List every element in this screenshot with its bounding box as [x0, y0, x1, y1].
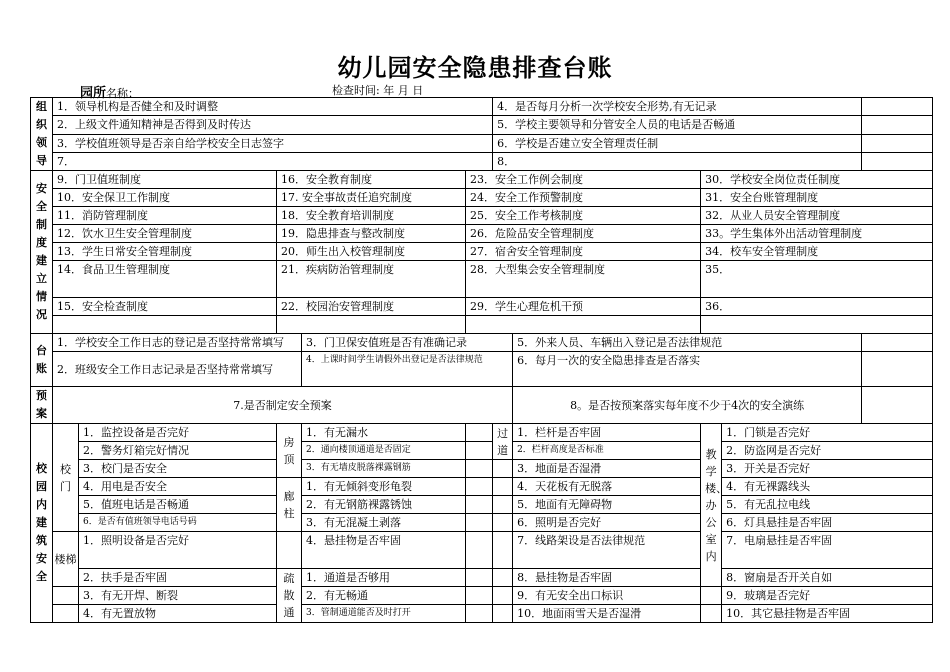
gate-item: 4．用电是否安全 [79, 478, 277, 496]
campus-row [31, 514, 933, 532]
ledger-item: 3．门卫保安值班是否有准确记录 [302, 334, 513, 352]
stairs-label: 楼梯 [53, 532, 79, 587]
systems-item: 20．师生出入校管理制度 [277, 243, 466, 261]
blank-cell [493, 569, 513, 587]
passage-item: 4．天花板有无脱落 [513, 478, 701, 496]
passage-item: 5．地面有无障碍物 [513, 496, 701, 514]
corridor-item: 1．有无倾斜变形龟裂 [302, 478, 466, 496]
gate-item: 6．是否有值班领导电话号码 [79, 514, 277, 532]
ledger-item: 4．上课时间学生请假外出登记是否法律规范 [302, 352, 513, 387]
blank-cell [493, 587, 513, 605]
campus-row [31, 478, 933, 496]
blank-cell [277, 316, 466, 334]
ledger-row [31, 334, 933, 352]
blank-cell [862, 116, 933, 134]
systems-item: 29．学生心理危机干预 [466, 298, 701, 316]
ledger-item: 6．每月一次的安全隐患排查是否落实 [513, 352, 862, 387]
systems-item: 22．校园治安管理制度 [277, 298, 466, 316]
passage-item: 7．线路架设是否法律规范 [513, 532, 701, 569]
corridor-label: 廊柱 [277, 478, 302, 532]
evac-item: 1．通道是否够用 [302, 569, 466, 587]
blank-cell [493, 496, 513, 514]
blank-cell [53, 605, 79, 623]
systems-item: 31．安全台账管理制度 [701, 189, 933, 207]
systems-item: 17. 安全事故责任追究制度 [277, 189, 466, 207]
stairs-item: 1．照明设备是否完好 [79, 532, 277, 569]
leadership-row [31, 98, 933, 116]
blank-cell [466, 424, 493, 442]
blank-cell [466, 587, 493, 605]
systems-item: 24．安全工作预警制度 [466, 189, 701, 207]
corridor-item: 2．有无钢筋裸露锈蚀 [302, 496, 466, 514]
systems-item: 32．从业人员安全管理制度 [701, 207, 933, 225]
leadership-item: 1．领导机构是否健全和及时调整 [53, 98, 493, 116]
systems-row [31, 189, 933, 207]
systems-item: 14．食品卫生管理制度 [53, 261, 277, 298]
gate-item: 3．校门是否安全 [79, 460, 277, 478]
campus-row [31, 605, 933, 623]
blank-cell [493, 514, 513, 532]
blank-cell [493, 478, 513, 496]
corridor-item: 3．有无混凝土剥落 [302, 514, 466, 532]
ledger-label: 台账 [31, 334, 53, 387]
blank-cell [493, 460, 513, 478]
inspection-ledger-table [30, 97, 933, 623]
systems-item: 10．安全保卫工作制度 [53, 189, 277, 207]
systems-row [31, 171, 933, 189]
plan-row [31, 387, 933, 424]
campus-row [31, 460, 933, 478]
campus-label: 校园内建筑安全 [31, 424, 53, 623]
leadership-row [31, 152, 933, 170]
blank-cell [862, 98, 933, 116]
blank-cell [862, 134, 933, 152]
blank-cell [466, 460, 493, 478]
campus-row [31, 532, 933, 569]
systems-item: 12．饮水卫生安全管理制度 [53, 225, 277, 243]
roof-label: 房顶 [277, 424, 302, 478]
evac-label: 疏散通 [277, 569, 302, 623]
leadership-row [31, 116, 933, 134]
campus-row [31, 569, 933, 587]
evac-item: 3．管制通道能否及时打开 [302, 605, 466, 623]
blank-cell [466, 496, 493, 514]
campus-row [31, 587, 933, 605]
systems-item: 21．疾病防治管理制度 [277, 261, 466, 298]
building-item: 5．有无乱拉电线 [722, 496, 933, 514]
systems-blank-row [31, 316, 933, 334]
building-item: 3．开关是否完好 [722, 460, 933, 478]
passage-item: 10．地面雨雪天是否湿滑 [513, 605, 701, 623]
systems-label: 安全制度建立情况 [31, 171, 53, 334]
roof-item: 1．有无漏水 [302, 424, 466, 442]
blank-cell [466, 442, 493, 460]
systems-item: 11．消防管理制度 [53, 207, 277, 225]
ledger-item: 2．班级安全工作日志记录是否坚持常常填写 [53, 352, 302, 387]
leadership-item: 3．学校值班领导是否亲自给学校安全日志签字 [53, 134, 493, 152]
stairs-item: 2．扶手是否牢固 [79, 569, 277, 587]
passage-item: 8．悬挂物是否牢固 [513, 569, 701, 587]
passage-item: 1．栏杆是否牢固 [513, 424, 701, 442]
systems-row [31, 207, 933, 225]
building-item: 2．防盗网是否完好 [722, 442, 933, 460]
blank-cell [493, 532, 513, 569]
passage-item: 3．地面是否湿滑 [513, 460, 701, 478]
roof-item: 3．有无墙皮脱落裸露钢筋 [302, 460, 466, 478]
passage-item: 2．栏杆高度是否标准 [513, 442, 701, 460]
blank-cell [701, 605, 722, 623]
passage-item: 6．照明是否完好 [513, 514, 701, 532]
leadership-row [31, 134, 933, 152]
leadership-item: 8． [493, 152, 862, 170]
page-title: 幼儿园安全隐患排查台账 [337, 54, 613, 82]
blank-cell [862, 352, 933, 387]
plan-item: 8。是否按预案落实每年度不少于4次的安全演练 [513, 387, 862, 424]
systems-item: 36． [701, 298, 933, 316]
corridor-item: 4．悬挂物是否牢固 [302, 532, 466, 569]
roof-item: 2．通向楼顶通道是否固定 [302, 442, 466, 460]
ledger-item: 5．外来人员、车辆出入登记是否法律规范 [513, 334, 862, 352]
building-item: 7．电扇悬挂是否牢固 [722, 532, 933, 569]
systems-row [31, 261, 933, 298]
systems-item: 26．危险品安全管理制度 [466, 225, 701, 243]
systems-item: 15．安全检查制度 [53, 298, 277, 316]
campus-row [31, 424, 933, 442]
blank-cell [862, 334, 933, 352]
blank-cell [862, 152, 933, 170]
gate-label: 校门 [53, 424, 79, 532]
campus-row [31, 442, 933, 460]
blank-cell [466, 514, 493, 532]
building-item: 1．门锁是否完好 [722, 424, 933, 442]
evac-item: 2．有无畅通 [302, 587, 466, 605]
systems-item: 33。学生集体外出活动管理制度 [701, 225, 933, 243]
leadership-item: 6．学校是否建立安全管理责任制 [493, 134, 862, 152]
systems-item: 25．安全工作考核制度 [466, 207, 701, 225]
systems-item: 9．门卫值班制度 [53, 171, 277, 189]
passage-item: 9．有无安全出口标识 [513, 587, 701, 605]
systems-item: 27．宿舍安全管理制度 [466, 243, 701, 261]
check-time-label: 检查时间: 年 月 日 [332, 84, 424, 97]
building-label: 教学楼、办公室内 [701, 424, 722, 587]
building-item: 4．有无裸露线头 [722, 478, 933, 496]
systems-item: 34．校车安全管理制度 [701, 243, 933, 261]
blank-cell [701, 316, 933, 334]
ledger-row [31, 352, 933, 387]
systems-item: 18．安全教育培训制度 [277, 207, 466, 225]
gate-item: 1．监控设备是否完好 [79, 424, 277, 442]
systems-row [31, 225, 933, 243]
blank-cell [53, 587, 79, 605]
leadership-item: 4．是否每月分析一次学校安全形势,有无记录 [493, 98, 862, 116]
campus-row [31, 496, 933, 514]
systems-item: 13．学生日常安全管理制度 [53, 243, 277, 261]
blank-cell [466, 316, 701, 334]
systems-item: 23．安全工作例会制度 [466, 171, 701, 189]
blank-cell [466, 532, 493, 569]
passage-label: 过道 [493, 424, 513, 460]
building-item: 6．灯具悬挂是否牢固 [722, 514, 933, 532]
blank-cell [466, 605, 493, 623]
systems-row [31, 298, 933, 316]
systems-item: 35． [701, 261, 933, 298]
building-item: 8．窗扇是否开关自如 [722, 569, 933, 587]
gate-item: 2．警务灯箱完好情况 [79, 442, 277, 460]
blank-cell [862, 387, 933, 424]
systems-item: 28．大型集会安全管理制度 [466, 261, 701, 298]
blank-cell [277, 532, 302, 569]
systems-row [31, 243, 933, 261]
gate-item: 5．值班电话是否畅通 [79, 496, 277, 514]
systems-item: 30．学校安全岗位责任制度 [701, 171, 933, 189]
leadership-item: 7． [53, 152, 493, 170]
blank-cell [466, 569, 493, 587]
blank-cell [466, 478, 493, 496]
plan-label: 预案 [31, 387, 53, 424]
leadership-item: 2．上级文件通知精神是否得到及时传达 [53, 116, 493, 134]
leadership-item: 5．学校主要领导和分管安全人员的电话是否畅通 [493, 116, 862, 134]
systems-item: 16．安全教育制度 [277, 171, 466, 189]
blank-cell [53, 316, 277, 334]
stairs-item: 4．有无置放物 [79, 605, 277, 623]
org-name-label: 园所名称： [80, 86, 140, 101]
stairs-item: 3．有无开焊、断裂 [79, 587, 277, 605]
building-item: 10．其它悬挂物是否牢固 [722, 605, 933, 623]
systems-item: 19．隐患排查与整改制度 [277, 225, 466, 243]
ledger-item: 1．学校安全工作日志的登记是否坚持常常填写 [53, 334, 302, 352]
building-item: 9．玻璃是否完好 [722, 587, 933, 605]
blank-cell [701, 587, 722, 605]
blank-cell [493, 605, 513, 623]
leadership-label: 组织领导 [31, 98, 53, 171]
plan-item: 7.是否制定安全预案 [53, 387, 513, 424]
